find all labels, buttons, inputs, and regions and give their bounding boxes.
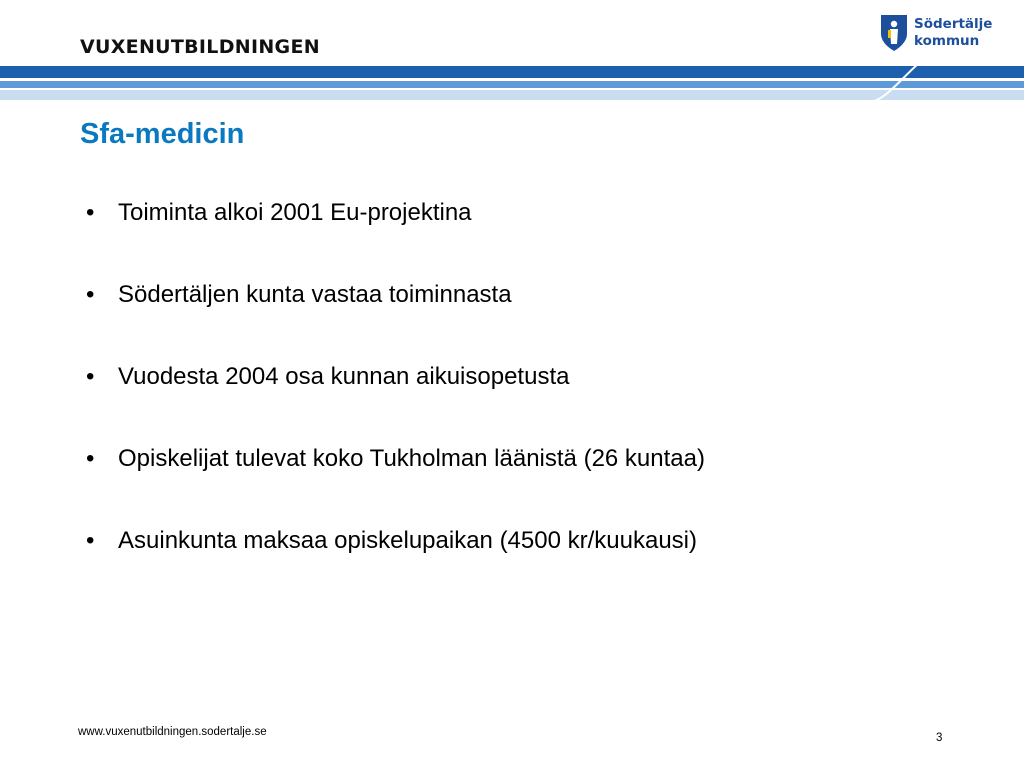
logo-line-1: Södertälje bbox=[914, 16, 993, 32]
bullet-symbol: • bbox=[86, 281, 95, 308]
page-number: 3 bbox=[936, 732, 943, 744]
logo-line-2: kommun bbox=[914, 33, 980, 49]
bullet-symbol: • bbox=[86, 363, 95, 390]
sodertalje-logo bbox=[880, 14, 1000, 54]
bullet-symbol: • bbox=[86, 445, 95, 472]
city-coat-of-arms-icon bbox=[880, 14, 908, 52]
bullet-text: Södertäljen kunta vastaa toiminnasta bbox=[118, 281, 512, 308]
logo-text bbox=[914, 16, 992, 50]
header-title: VUXENUTBILDNINGEN bbox=[80, 36, 320, 58]
bullet-symbol: • bbox=[86, 527, 95, 554]
bullet-text: Toiminta alkoi 2001 Eu-projektina bbox=[118, 199, 472, 226]
bullet-text: Vuodesta 2004 osa kunnan aikuisopetusta bbox=[118, 363, 570, 390]
bullet-text: Asuinkunta maksaa opiskelupaikan (4500 kr/kuukausi) bbox=[118, 527, 697, 554]
bullet-symbol: • bbox=[86, 199, 95, 226]
bullet-text: Opiskelijat tulevat koko Tukholman läänistä (26 kuntaa) bbox=[118, 445, 705, 472]
slide-title: Sfa-medicin bbox=[80, 118, 245, 150]
footer-url[interactable]: www.vuxenutbildningen.sodertalje.se bbox=[78, 726, 267, 738]
